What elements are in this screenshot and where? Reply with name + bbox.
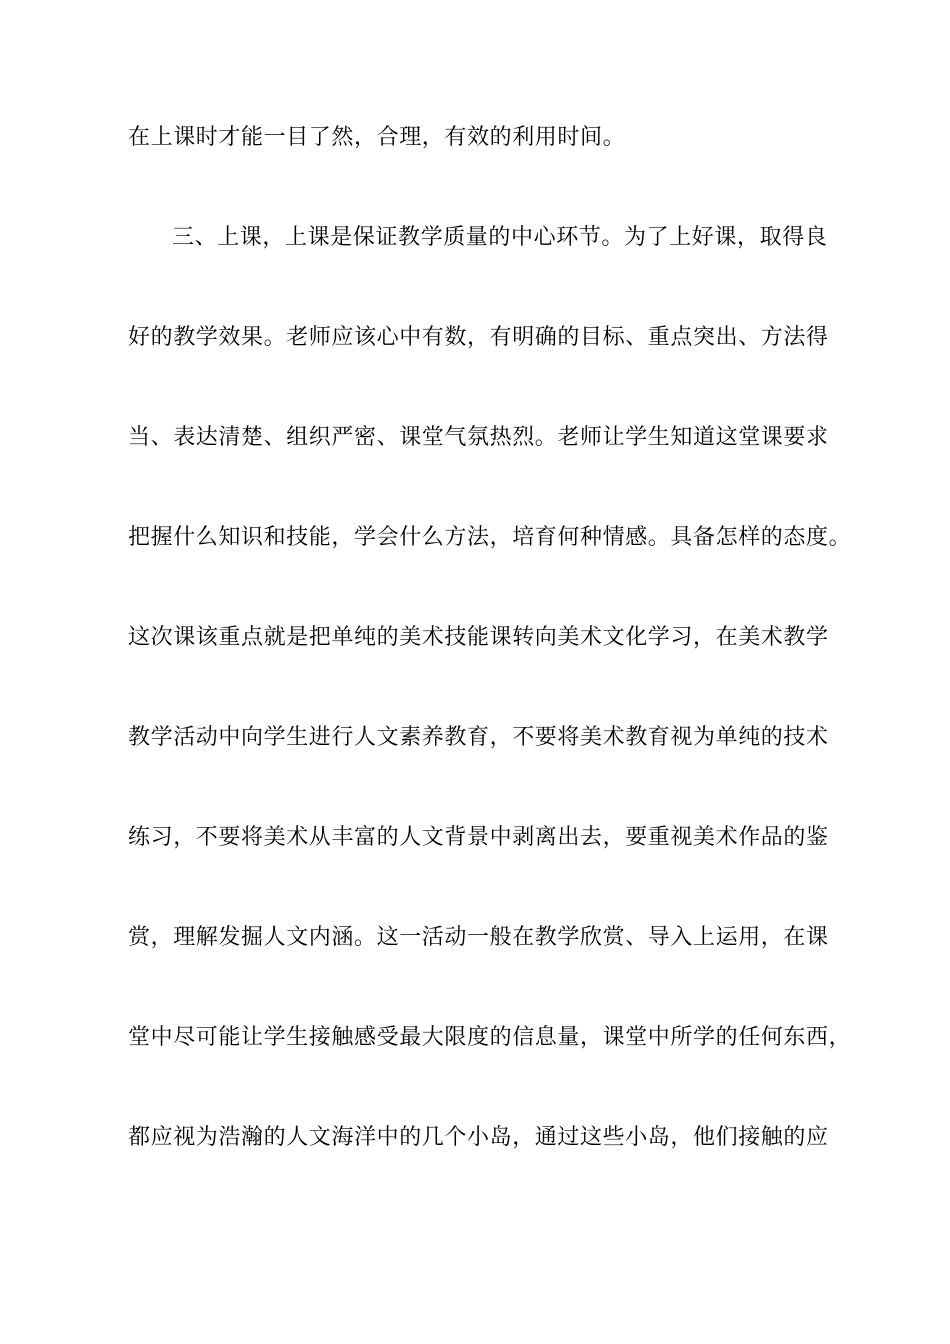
text-line: 当、表达清楚、组织严密、课堂气氛热烈。老师让学生知道这堂课要求 xyxy=(128,425,829,450)
text-line: 都应视为浩瀚的人文海洋中的几个小岛，通过这些小岛，他们接触的应 xyxy=(128,1125,829,1150)
text-line: 堂中尽可能让学生接触感受最大限度的信息量，课堂中所学的任何东西， xyxy=(128,1025,852,1050)
text-line: 好的教学效果。老师应该心中有数，有明确的目标、重点突出、方法得 xyxy=(128,325,829,350)
text-line: 把握什么知识和技能，学会什么方法，培育何种情感。具备怎样的态度。 xyxy=(128,525,852,550)
text-line: 赏，理解发掘人文内涵。这一活动一般在教学欣赏、导入上运用，在课 xyxy=(128,925,829,950)
text-line: 教学活动中向学生进行人文素养教育，不要将美术教育视为单纯的技术 xyxy=(128,725,829,750)
text-line: 练习，不要将美术从丰富的人文背景中剥离出去，要重视美术作品的鉴 xyxy=(128,825,829,850)
paragraph-heading-line: 三、上课，上课是保证教学质量的中心环节。为了上好课，取得良 xyxy=(172,225,828,250)
text-line: 在上课时才能一目了然，合理，有效的利用时间。 xyxy=(128,125,626,150)
text-line: 这次课该重点就是把单纯的美术技能课转向美术文化学习，在美术教学 xyxy=(128,625,829,650)
